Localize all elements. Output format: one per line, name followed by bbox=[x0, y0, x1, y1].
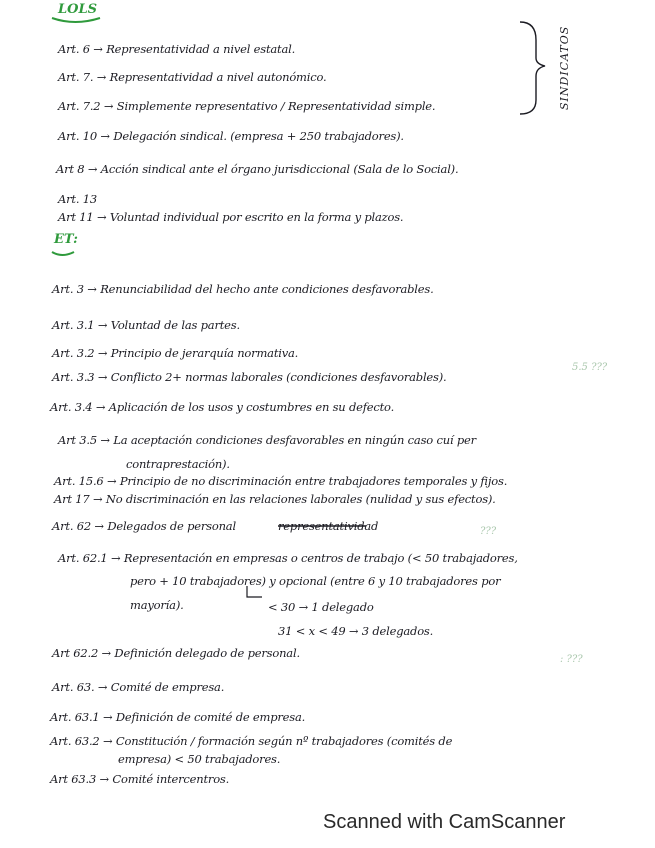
faint-mark: 5.5 ??? bbox=[572, 362, 608, 373]
note-line: Art. 3.1 → Voluntad de las partes. bbox=[52, 318, 240, 332]
note-line: Art. 3.4 → Aplicación de los usos y costumbres en su defecto. bbox=[50, 400, 395, 414]
note-line: empresa) < 50 trabajadores. bbox=[118, 752, 281, 766]
note-line: Art 8 → Acción sindical ante el órgano jurisdiccional (Sala de lo Social). bbox=[56, 162, 459, 176]
note-line: < 30 → 1 delegado bbox=[268, 600, 374, 614]
note-line: Art. 3 → Renunciabilidad del hecho ante condiciones desfavorables. bbox=[52, 282, 434, 296]
note-line: Art. 6 → Representatividad a nivel estatal. bbox=[58, 42, 296, 56]
note-line: Art. 62.1 → Representación en empresas o centros de trabajo (< 50 trabajadores, bbox=[58, 551, 518, 565]
lols-underline bbox=[52, 18, 100, 22]
note-line: Art. 63.2 → Constitución / formación según nº trabajadores (comités de bbox=[50, 734, 453, 748]
note-line: Art. 3.3 → Conflicto 2+ normas laborales (condiciones desfavorables). bbox=[52, 370, 447, 384]
struck-text: representatividad bbox=[278, 519, 379, 533]
camscanner-watermark: Scanned with CamScanner bbox=[323, 811, 566, 833]
faint-mark: : ??? bbox=[560, 654, 583, 665]
et-underline bbox=[52, 252, 74, 255]
side-note-sindicatos: SINDICATOS bbox=[558, 25, 571, 110]
note-line: Art 62.2 → Definición delegado de personal. bbox=[52, 646, 300, 660]
faint-mark: ??? bbox=[480, 526, 497, 537]
note-line: Art. 63. → Comité de empresa. bbox=[52, 680, 225, 694]
note-line: Art. 15.6 → Principio de no discriminación entre trabajadores temporales y fijos. bbox=[54, 474, 508, 488]
note-line: Art 3.5 → La aceptación condiciones desfavorables en ningún caso cuí per bbox=[58, 433, 476, 447]
note-line: contraprestación). bbox=[126, 457, 230, 471]
note-line: Art. 63.1 → Definición de comité de empresa. bbox=[50, 710, 306, 724]
note-line: Art. 3.2 → Principio de jerarquía normativa. bbox=[52, 346, 299, 360]
note-line: Art. 13 bbox=[58, 192, 97, 206]
note-line: pero + 10 trabajadores) y opcional (entre 6 y 10 trabajadores por bbox=[130, 574, 501, 588]
note-line: 31 < x < 49 → 3 delegados. bbox=[278, 624, 434, 638]
note-line: Art 63.3 → Comité intercentros. bbox=[50, 772, 230, 786]
brace-mark bbox=[520, 22, 545, 114]
heading-lols: LOLS bbox=[58, 2, 97, 17]
note-line: Art 17 → No discriminación en las relaciones laborales (nulidad y sus efectos). bbox=[54, 492, 496, 506]
heading-et: ET: bbox=[54, 232, 78, 247]
note-line: Art. 10 → Delegación sindical. (empresa + 250 trabajadores). bbox=[58, 129, 404, 143]
note-line: Art. 62 → Delegados de personal bbox=[52, 519, 236, 533]
note-line: Art 11 → Voluntad individual por escrito en la forma y plazos. bbox=[58, 210, 404, 224]
note-line: Art. 7. → Representatividad a nivel autonómico. bbox=[58, 70, 327, 84]
note-line: Art. 7.2 → Simplemente representativo / Representatividad simple. bbox=[58, 99, 436, 113]
note-line: mayoría). bbox=[130, 598, 184, 612]
